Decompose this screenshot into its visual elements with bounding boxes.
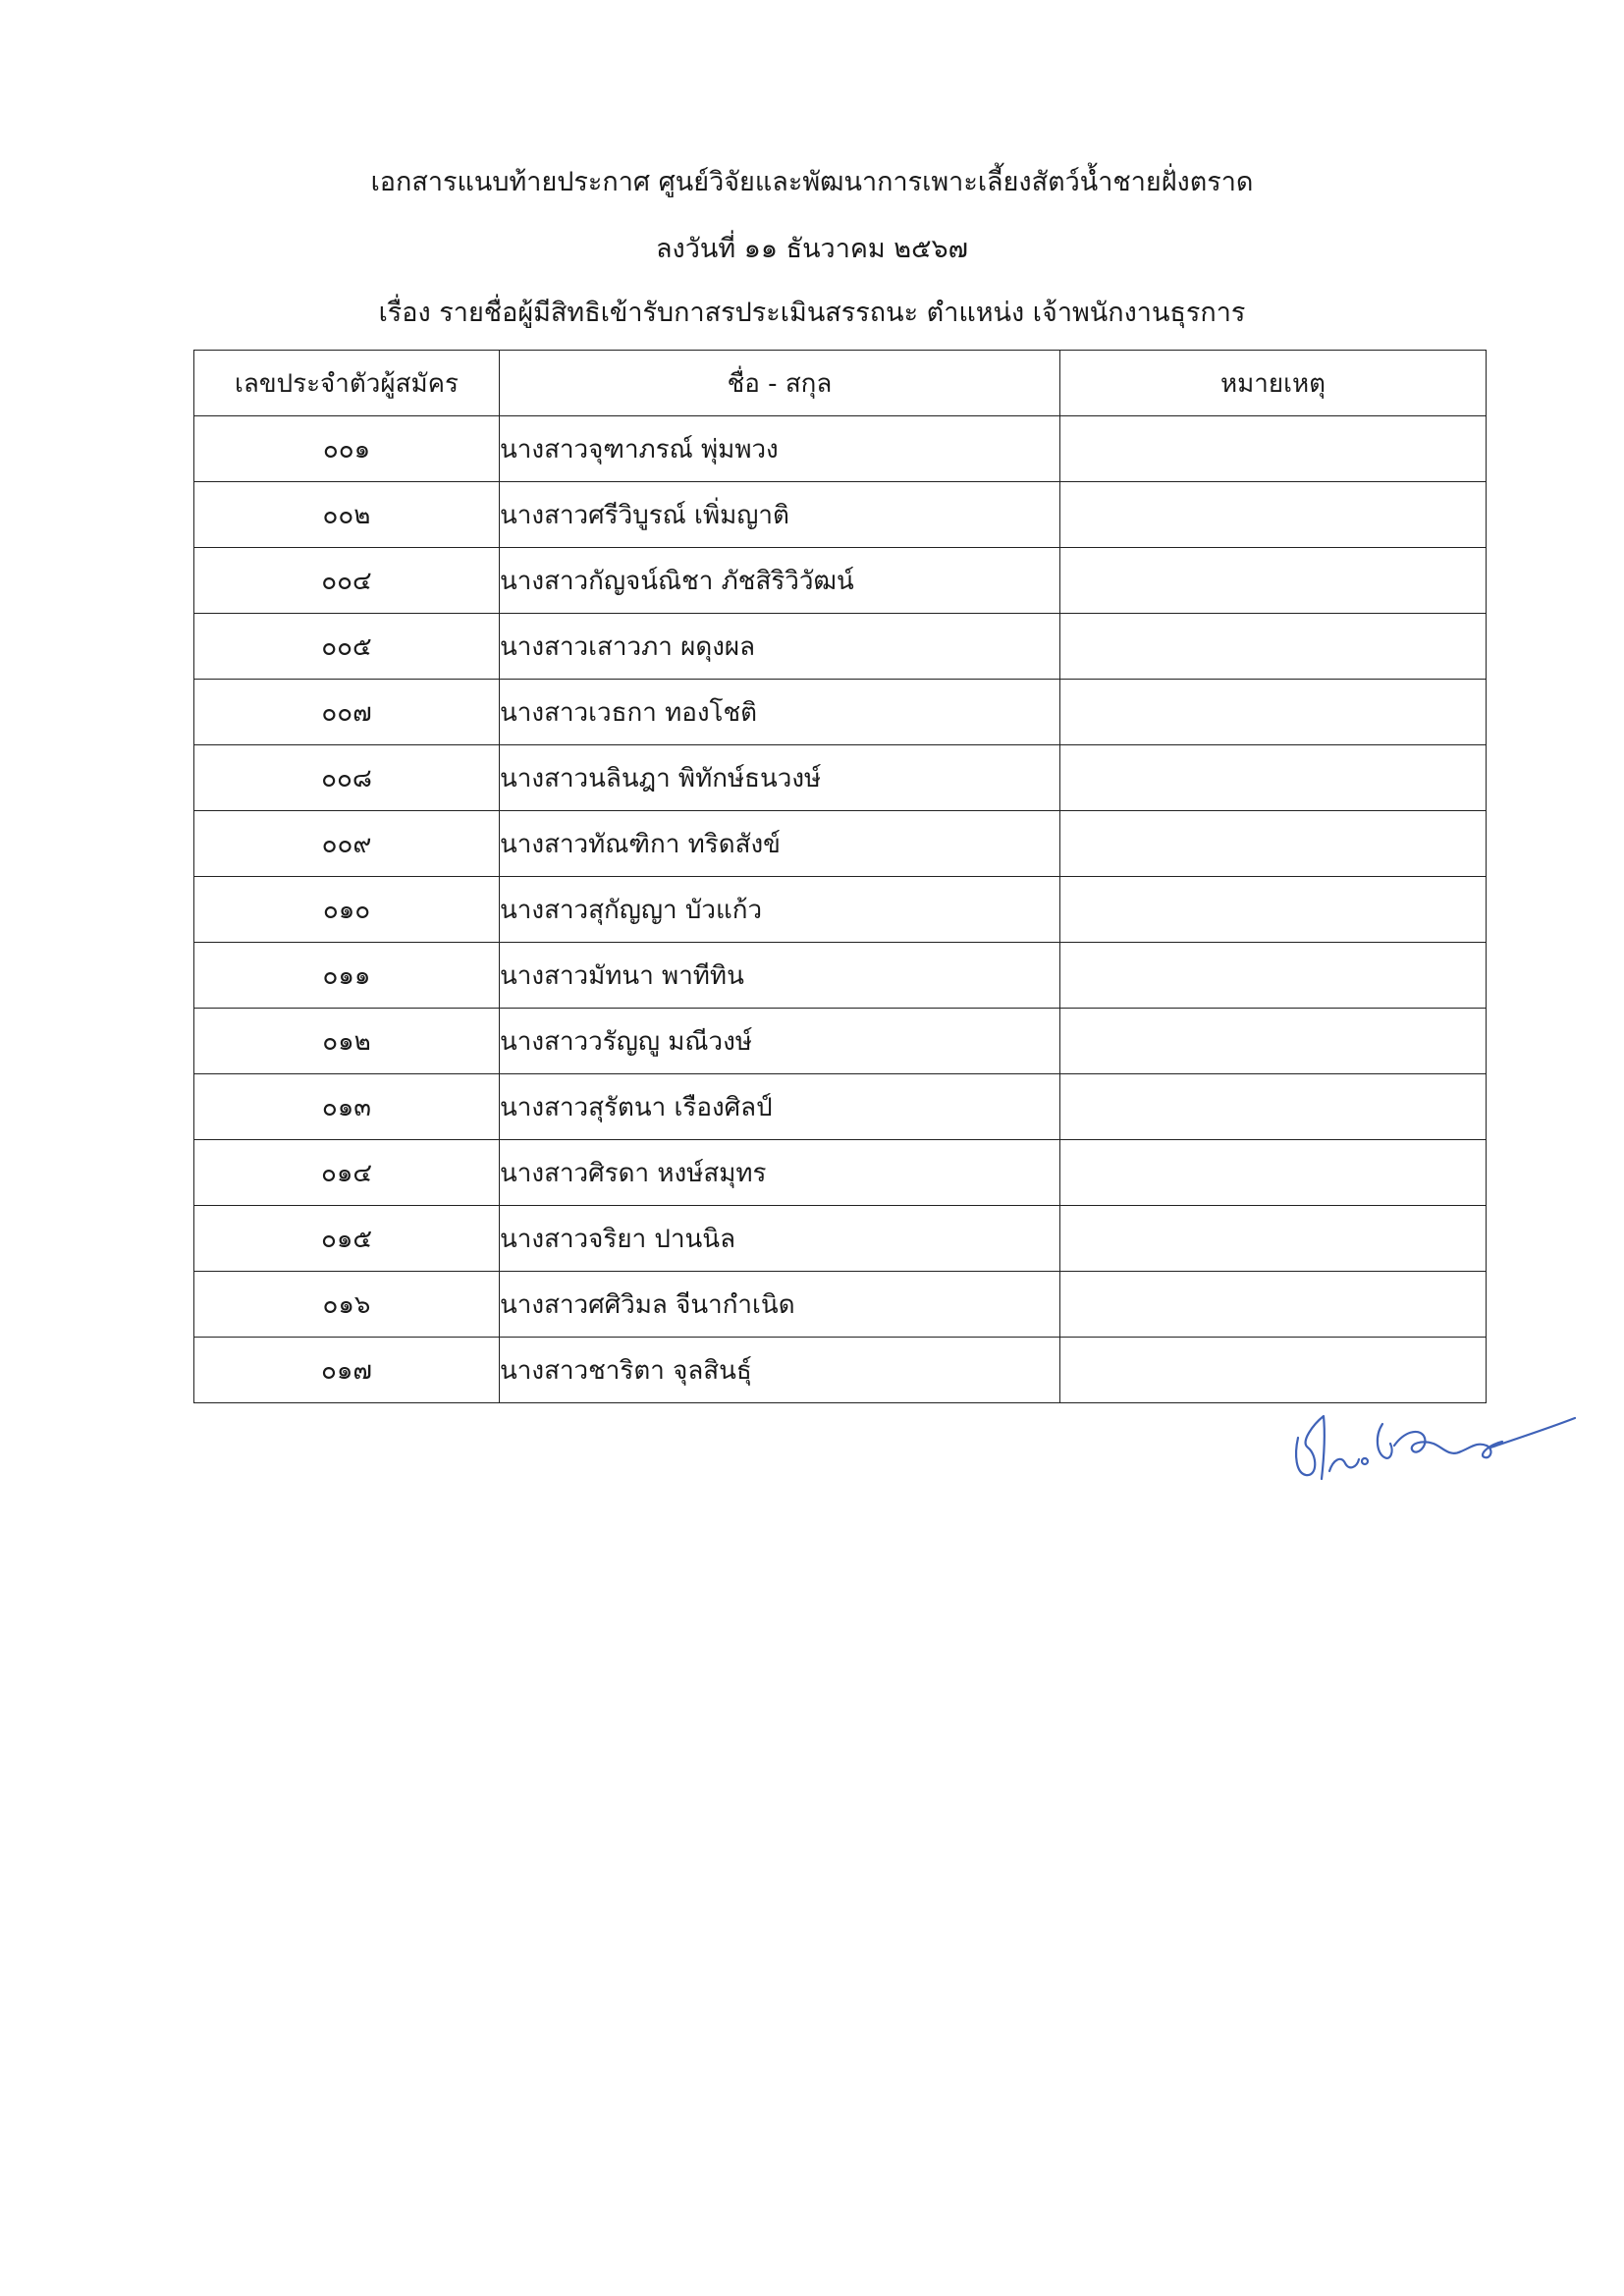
remarks-cell	[1060, 548, 1487, 614]
applicant-name-cell: นางสาวนลินฎา พิทักษ์ธนวงษ์	[500, 745, 1060, 811]
table-row	[194, 745, 1487, 811]
applicant-id-cell: ๐๐๒	[194, 482, 500, 548]
applicant-id-cell: ๐๐๙	[194, 811, 500, 877]
header-remarks: หมายเหตุ	[1060, 351, 1487, 416]
applicant-id-cell: ๐๑๖	[194, 1272, 500, 1338]
remarks-cell	[1060, 1140, 1487, 1206]
table-row	[194, 811, 1487, 877]
applicant-name-cell: นางสาวชาริตา จุลสินธุ์	[500, 1338, 1060, 1403]
applicant-name-cell: นางสาวศิรดา หงษ์สมุทร	[500, 1140, 1060, 1206]
table-row	[194, 1074, 1487, 1140]
applicant-id-cell: ๐๐๑	[194, 416, 500, 482]
table-body	[194, 416, 1487, 1403]
table-row	[194, 680, 1487, 745]
remarks-cell	[1060, 877, 1487, 943]
table-row	[194, 614, 1487, 680]
table-row	[194, 1140, 1487, 1206]
applicant-name-cell: นางสาวจุฑาภรณ์ พุ่มพวง	[500, 416, 1060, 482]
remarks-cell	[1060, 482, 1487, 548]
applicant-name-cell: นางสาวเวธกา ทองโชติ	[500, 680, 1060, 745]
remarks-cell	[1060, 1206, 1487, 1272]
applicant-id-cell: ๐๐๕	[194, 614, 500, 680]
table-row	[194, 1272, 1487, 1338]
table-row	[194, 1206, 1487, 1272]
applicant-name-cell: นางสาวศศิวิมล จีนากำเนิด	[500, 1272, 1060, 1338]
applicant-id-cell: ๐๑๓	[194, 1074, 500, 1140]
remarks-cell	[1060, 416, 1487, 482]
document-date: ลงวันที่ ๑๑ ธันวาคม ๒๕๖๗	[656, 234, 968, 264]
remarks-cell	[1060, 811, 1487, 877]
applicant-id-cell: ๐๑๒	[194, 1009, 500, 1074]
applicant-name-cell: นางสาวทัณฑิกา ทริดสังข์	[500, 811, 1060, 877]
remarks-cell	[1060, 1272, 1487, 1338]
remarks-cell	[1060, 1009, 1487, 1074]
applicant-name-cell: นางสาวสุรัตนา เรืองศิลป์	[500, 1074, 1060, 1140]
applicant-name-cell: นางสาวเสาวภา ผดุงผล	[500, 614, 1060, 680]
remarks-cell	[1060, 1074, 1487, 1140]
applicant-id-cell: ๐๑๗	[194, 1338, 500, 1403]
table-row	[194, 877, 1487, 943]
remarks-cell	[1060, 614, 1487, 680]
applicant-name-cell: นางสาววรัญญู มณีวงษ์	[500, 1009, 1060, 1074]
applicant-id-cell: ๐๐๔	[194, 548, 500, 614]
applicant-name-cell: นางสาวจริยา ปานนิล	[500, 1206, 1060, 1272]
table-row	[194, 482, 1487, 548]
remarks-cell	[1060, 943, 1487, 1009]
table-header-row	[194, 351, 1487, 416]
applicant-id-cell: ๐๐๗	[194, 680, 500, 745]
applicant-id-cell: ๐๑๕	[194, 1206, 500, 1272]
applicant-id-cell: ๐๑๔	[194, 1140, 500, 1206]
applicant-name-cell: นางสาวกัญจน์ณิชา ภัชสิริวิวัฒน์	[500, 548, 1060, 614]
applicant-table	[193, 350, 1487, 1403]
table-row	[194, 548, 1487, 614]
document-subject: เรื่อง รายชื่อผู้มีสิทธิเข้ารับกาสรประเมินสรรถนะ ตำแหน่ง เจ้าพนักงานธุรการ	[378, 298, 1246, 328]
applicant-name-cell: นางสาวสุกัญญา บัวแก้ว	[500, 877, 1060, 943]
header-full-name: ชื่อ - สกุล	[500, 351, 1060, 416]
table-row	[194, 416, 1487, 482]
table-row	[194, 943, 1487, 1009]
applicant-id-cell: ๐๑๐	[194, 877, 500, 943]
table-row	[194, 1009, 1487, 1074]
header-applicant-id: เลขประจำตัวผู้สมัคร	[194, 351, 500, 416]
applicant-name-cell: นางสาวมัทนา พาทีทิน	[500, 943, 1060, 1009]
applicant-id-cell: ๐๑๑	[194, 943, 500, 1009]
applicant-name-cell: นางสาวศรีวิบูรณ์ เพิ่มญาติ	[500, 482, 1060, 548]
handwritten-signature	[1284, 1377, 1579, 1485]
remarks-cell	[1060, 745, 1487, 811]
document-title: เอกสารแนบท้ายประกาศ ศูนย์วิจัยและพัฒนาการเพาะเลี้ยงสัตว์น้ำชายฝั่งตราด	[370, 167, 1254, 197]
applicant-id-cell: ๐๐๘	[194, 745, 500, 811]
remarks-cell	[1060, 680, 1487, 745]
